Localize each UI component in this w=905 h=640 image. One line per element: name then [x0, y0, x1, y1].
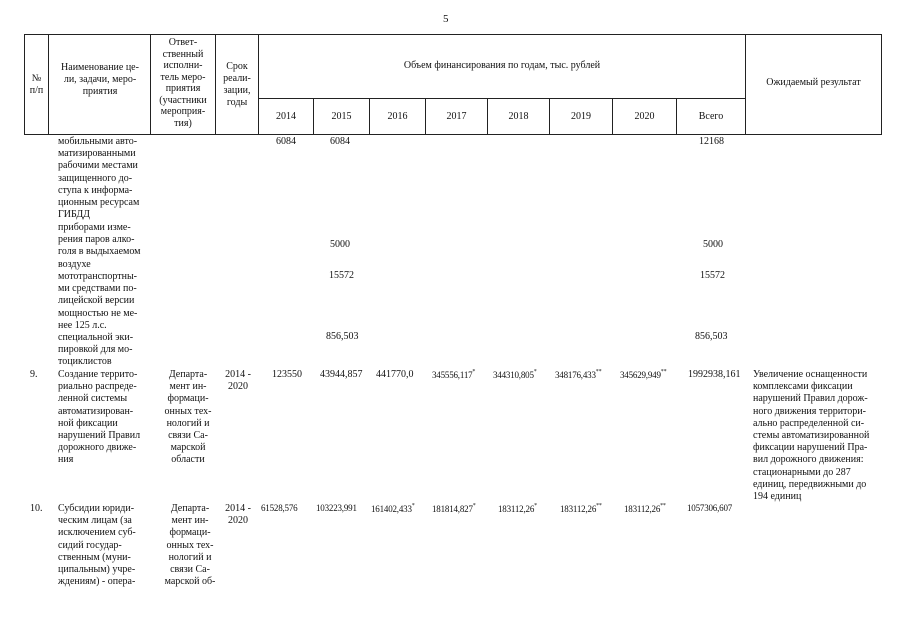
header-year-2015: 2015 [331, 111, 352, 122]
footnote-mark: * [411, 503, 415, 509]
value-2018: 344310,805 [493, 370, 534, 380]
row-executor: Департа- мент ин- формаци- онных тех- нологий и связи Са- марской об- [164, 503, 216, 588]
value-2014: 61528,576 [261, 503, 298, 513]
value-2019-group [560, 503, 602, 514]
header-col-term: Срок реали- зации, годы [223, 61, 251, 108]
footnote-mark: ** [595, 369, 602, 375]
footnote-mark: * [472, 369, 476, 375]
header-col-num: № п/п [29, 73, 44, 96]
footnote-mark: ** [596, 503, 602, 509]
row-number: 10. [30, 503, 43, 514]
footnote-mark: * [534, 503, 537, 509]
page-number: 5 [443, 13, 449, 25]
value-2015: 856,503 [326, 331, 359, 342]
row-expected-result: Увеличение оснащенности комплексами фиксации нарушений Правил дорож- ного движения территори- ально распределенной си- стемы автоматизированной фиксации нарушений Пра- вил дорожного движения: стационарными до 287 единиц, передвижными до 194 единиц [753, 369, 870, 503]
header-col-name: Наименование це- ли, задачи, меро- приятия [61, 62, 139, 97]
value-2016: 161402,433 [371, 504, 412, 514]
value-2019: 348176,433 [555, 370, 596, 380]
value-total: 856,503 [695, 331, 728, 342]
value-2017: 181814,827 [432, 504, 473, 514]
footnote-mark: * [533, 369, 537, 375]
header-year-2019: 2019 [571, 111, 591, 122]
value-2015: 6084 [330, 136, 350, 147]
value-2014: 6084 [276, 136, 296, 147]
value-2018-group [498, 503, 537, 514]
value-2017-group [432, 369, 475, 380]
value-2020-group [624, 503, 666, 514]
value-2018-group [493, 369, 537, 380]
row-text: приборами изме- рения паров алко- голя в выдыхаемом воздухе [58, 222, 141, 270]
value-2018: 183112,26 [498, 504, 535, 514]
value-2017: 345556,117 [432, 370, 473, 380]
header-col-result: Ожидаемый результат [766, 77, 861, 88]
value-2014: 123550 [272, 369, 302, 380]
value-total: 1992938,161 [688, 369, 741, 380]
header-col-exec: Ответ- ственный исполни- тель меро- приятия (участники мероприя- тия) [159, 37, 207, 129]
value-2015: 103223,991 [316, 503, 357, 513]
value-total: 1057306,607 [687, 503, 733, 513]
footnote-mark: * [472, 503, 476, 509]
header-col-funding: Объем финансирования по годам, тыс. рублей [403, 60, 601, 71]
value-2017-group [432, 503, 476, 514]
header-year-2014: 2014 [276, 111, 296, 122]
value-2020: 345629,949 [620, 370, 661, 380]
row-text: мототранспортны- ми средствами по- лицейской версии мощностью не ме- нее 125 л.с. [58, 271, 138, 331]
header-year-total: Всего [698, 111, 724, 122]
header-year-2017: 2017 [446, 111, 467, 122]
row-number: 9. [30, 369, 38, 380]
value-2020: 183112,26 [624, 504, 661, 514]
row-executor: Департа- мент ин- формаци- онных тех- нологий и связи Са- марской области [164, 369, 212, 466]
row-name: Субсидии юриди- ческим лицам (за исключением суб- сидий государ- ственным (муни- ципальным) учре- ждениям) - опера- [58, 503, 136, 588]
footnote-mark: ** [660, 503, 666, 509]
header-year-2020: 2020 [634, 111, 655, 122]
value-2015: 15572 [329, 270, 354, 281]
row-term: 2014 - 2020 [225, 503, 251, 527]
row-term: 2014 - 2020 [225, 369, 251, 393]
value-total: 5000 [703, 239, 723, 250]
footnote-mark: ** [660, 369, 667, 375]
value-2019-group [555, 369, 601, 380]
value-2016-group [371, 503, 415, 514]
value-2016: 441770,0 [376, 369, 414, 380]
header-year-2016: 2016 [387, 111, 408, 122]
value-total: 15572 [700, 270, 725, 281]
value-2015: 5000 [330, 239, 350, 250]
header-year-2018: 2018 [508, 111, 529, 122]
row-text: специальной эки- пировкой для мо- тоциклистов [58, 332, 134, 368]
value-total: 12168 [699, 136, 724, 147]
row-name: Создание террито- риально распреде- ленной системы автоматизирован- ной фиксации нарушений Правил дорожного движе- ния [58, 369, 141, 466]
value-2015: 43944,857 [320, 369, 363, 380]
value-2020-group [620, 369, 666, 380]
row-text: мобильными авто- матизированными рабочими местами защищенного до- ступа к информа- ционным ресурсам ГИБДД [58, 136, 140, 221]
value-2019: 183112,26 [560, 504, 597, 514]
